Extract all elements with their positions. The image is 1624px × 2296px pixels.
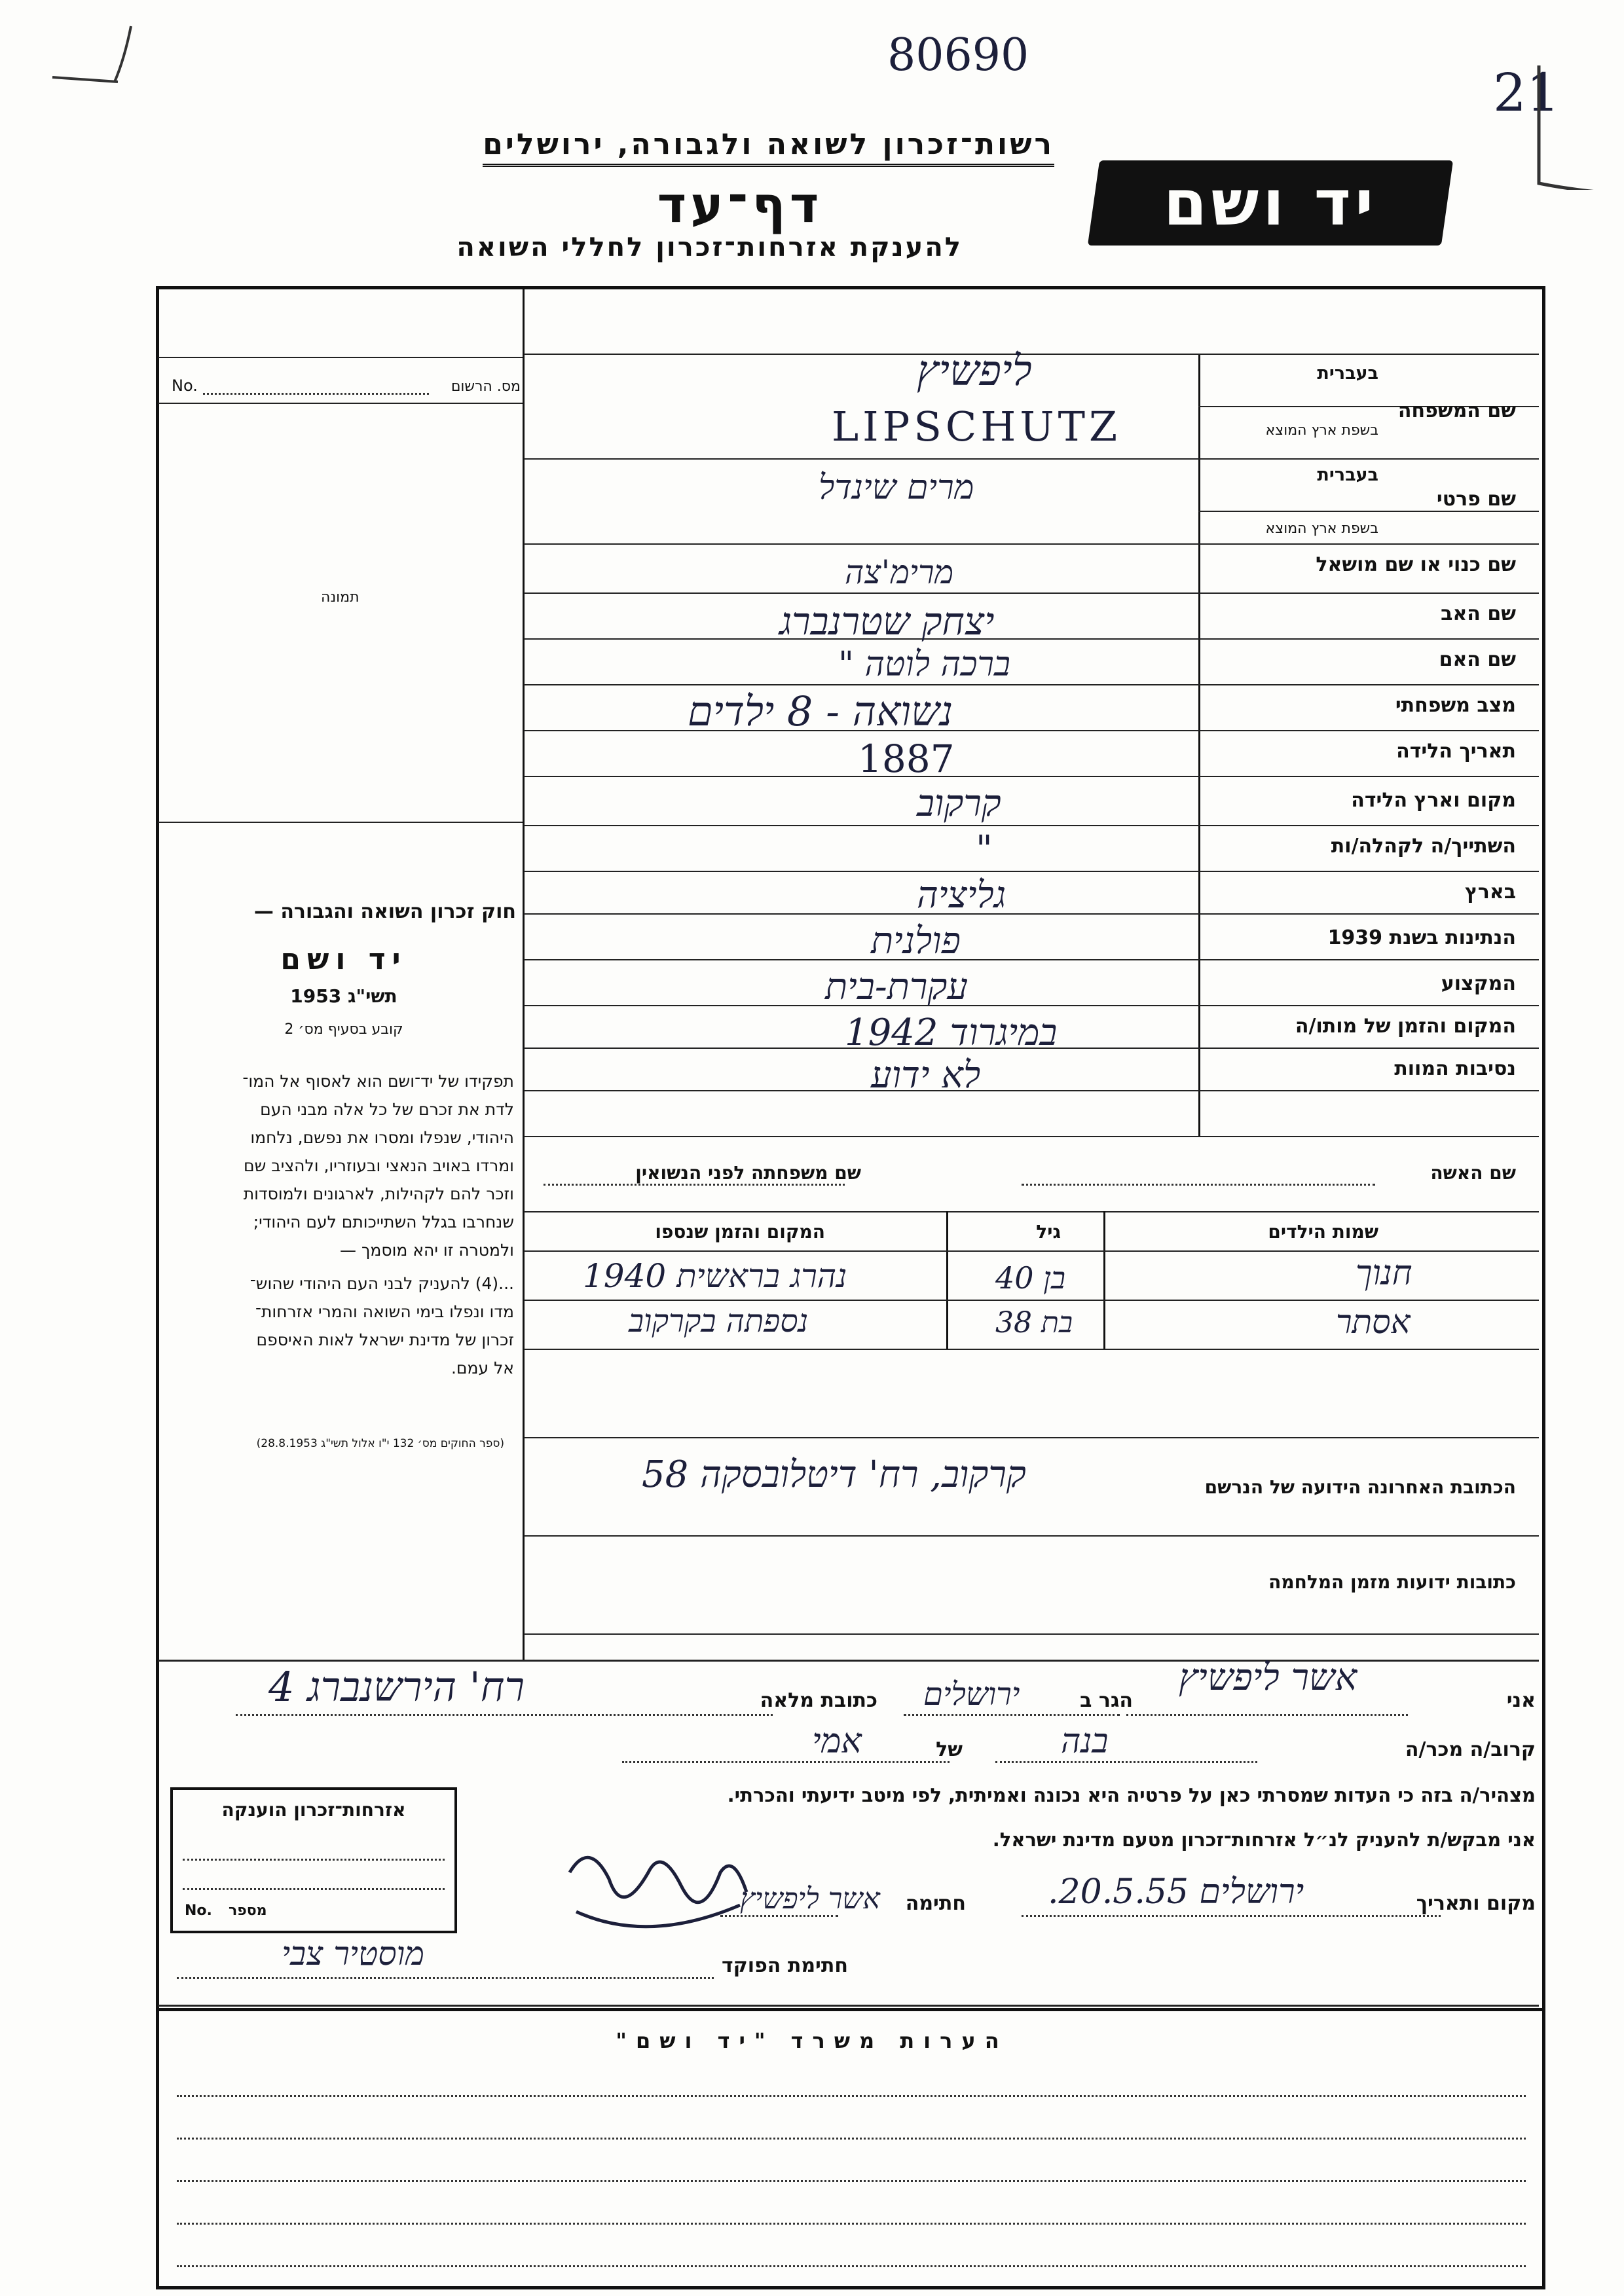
value-surname-hebrew[interactable]: ליפשיץ (917, 347, 1032, 395)
corner-line-icon (1526, 59, 1617, 190)
row-line (524, 1300, 1539, 1301)
value-community[interactable]: " (976, 828, 993, 871)
grant-line[interactable] (183, 1859, 445, 1861)
row-line (524, 1090, 1539, 1091)
value-birthplace[interactable]: קרקוב (917, 782, 1001, 825)
officer-field[interactable] (177, 1977, 714, 1979)
notes-top-line (158, 2005, 1539, 2007)
grant-number-label: מספר (229, 1903, 267, 1919)
row-line (524, 959, 1539, 960)
law-line: ולמטרה זו יהא מוסמך — (340, 1241, 514, 1260)
grant-box-title: אזרחות־זכרון הוענקה (221, 1799, 406, 1821)
children-col-age: גיל (1036, 1221, 1061, 1243)
place-date-field[interactable] (1022, 1915, 1441, 1917)
of-value[interactable]: אמי (812, 1722, 862, 1761)
signature-scribble-icon (550, 1833, 766, 1958)
row-line (524, 684, 1539, 685)
declarant-address[interactable]: רח' הירשנברג 4 (268, 1663, 525, 1711)
row-line (524, 1250, 1539, 1252)
field-label-surname: שם המשפחה (1397, 399, 1516, 422)
place-date-value[interactable]: ירושלים 20.5.55. (1048, 1872, 1304, 1912)
field-label-birthplace: מקום וארץ הלידה (1351, 789, 1516, 812)
law-line: שנחרבו בגלל השתייכותם לעם היהודי; (253, 1212, 514, 1231)
check-mark-icon (46, 20, 138, 92)
wife-field[interactable] (1022, 1184, 1375, 1186)
declarant-name[interactable]: אשר ליפשיץ (1179, 1656, 1357, 1699)
officer-value[interactable]: מוסטיר צבי (282, 1935, 425, 1973)
notes-line[interactable] (177, 2095, 1526, 2097)
stamp-number: 80690 (887, 29, 1029, 81)
field-label-father: שם האב (1441, 602, 1516, 625)
law-line: לדת את זכרם של כל אלה מבני העם (260, 1100, 514, 1119)
law-line: ומרדו באויב הנאצי ובעוזריו, ולהציב שם (244, 1156, 514, 1175)
office-notes-title: הערות משרד "יד ושם" (616, 2028, 1008, 2053)
full-address-field[interactable] (236, 1714, 773, 1716)
declarant-name-field[interactable] (1126, 1714, 1408, 1716)
row-line (524, 458, 1539, 460)
full-address-label: כתובת מלאה (760, 1689, 877, 1712)
law-line: זכרון של מדינת ישראל לאות האיספם (256, 1330, 514, 1349)
children-col-divider (1103, 1211, 1105, 1349)
value-mother[interactable]: ברכה לוטה " (838, 645, 1010, 684)
field-label-marital: מצב משפחתי (1395, 694, 1516, 717)
grant-line[interactable] (183, 1888, 445, 1890)
field-sub-origin: בשפת ארץ המוצא (1265, 422, 1378, 439)
value-citizenship[interactable]: פולנית (871, 920, 961, 962)
notes-line[interactable] (177, 2265, 1526, 2267)
law-clause: קובע בסעיף מס׳ 2 (284, 1021, 403, 1038)
reg-row-top (158, 357, 523, 358)
child-place[interactable]: נספתה בקרקוב (629, 1303, 809, 1339)
request-text: אני מבקש/ת להעניק לנ״ל אזרחות־זכרון מטעם מדינת ישראל. (992, 1829, 1536, 1851)
row-line (524, 1211, 1539, 1212)
reg-no-label: No. (172, 376, 198, 395)
form-subtitle: להענקת אזרחות־זכרון לחללי השואה (456, 232, 963, 263)
notes-line[interactable] (177, 2138, 1526, 2140)
signature-label: חתימה (905, 1892, 966, 1915)
law-year: תשי"ג 1953 (290, 985, 397, 1007)
notes-line[interactable] (177, 2223, 1526, 2225)
value-birthdate[interactable]: 1887 (858, 737, 955, 781)
field-label-community: השתייך/ה לקהלה/ות (1331, 835, 1516, 858)
child-name[interactable]: חנוך (1356, 1254, 1412, 1293)
field-label-birthdate: תאריך הלידה (1396, 740, 1516, 763)
declarant-city[interactable]: ירושלים (923, 1676, 1020, 1713)
grant-box (170, 1787, 457, 1933)
row-line (524, 1349, 1539, 1350)
reg-number-field[interactable] (203, 393, 429, 395)
law-line: וזכר להם לקהילות, לארגונים ולמוסדות (243, 1184, 514, 1203)
relation-label: קרוב/ה מכר/ה (1405, 1738, 1536, 1761)
row-line (524, 1005, 1539, 1006)
row-line (524, 592, 1539, 594)
last-address-label: הכתובת האחרונה הידועה של הנרשם (1204, 1476, 1516, 1498)
field-label-nickname: שם כנוי או שם מושאל (1316, 553, 1516, 576)
yad-vashem-logo (1088, 160, 1453, 246)
war-address-label: כתובות ידועות מזמן המלחמה (1268, 1571, 1516, 1593)
field-label-citizenship: הנתינות בשנת 1939 (1327, 926, 1516, 949)
reg-row-bottom (158, 403, 523, 404)
children-col-divider (946, 1211, 948, 1349)
law-line: ...(4) להעניק לבני העם היהודי שהוש־ (249, 1274, 514, 1293)
children-col-place: המקום והזמן שנספו (655, 1221, 825, 1243)
value-death-cause[interactable]: לא ידוע (871, 1054, 981, 1097)
value-father[interactable]: יצחק שטרנברג (779, 599, 995, 644)
authority-title: רשות־זכרון לשואה ולגבורה, ירושלים (483, 128, 1054, 167)
row-line (524, 1136, 1539, 1137)
of-field[interactable] (622, 1761, 950, 1763)
value-surname-latin[interactable]: LIPSCHUTZ (832, 403, 1122, 450)
child-age[interactable]: בת 38 (995, 1306, 1073, 1339)
notes-line[interactable] (177, 2180, 1526, 2182)
child-age[interactable]: בן 40 (995, 1260, 1066, 1296)
row-line (524, 913, 1539, 915)
row-line (1198, 511, 1539, 512)
row-line (524, 825, 1539, 826)
row-line (524, 638, 1539, 640)
grant-no-label: No. (185, 1903, 212, 1919)
field-label-country: בארץ (1464, 881, 1516, 903)
logo-text: יד ושם (1163, 166, 1378, 240)
value-profession[interactable]: עקרת-בית (825, 966, 969, 1008)
value-nickname[interactable]: מרימ'צה (845, 553, 954, 591)
row-line (524, 543, 1539, 545)
field-label-mother: שם האם (1439, 648, 1516, 671)
declarant-relation[interactable]: בנה (1061, 1722, 1109, 1761)
value-country[interactable]: גליציה (917, 874, 1006, 917)
declarant-i-label: אני (1506, 1689, 1536, 1712)
field-label-profession: המקצוע (1441, 972, 1516, 995)
law-text (174, 1067, 514, 1382)
of-label: של (936, 1738, 963, 1761)
field-sub-hebrew: בעברית (1317, 363, 1378, 384)
wife-maiden-field[interactable] (544, 1184, 845, 1186)
law-line: מדו ונפלו בימי השואה והמרי אזרחות־ (255, 1302, 514, 1321)
row-line (524, 730, 1539, 731)
wife-label: שם האשה (1430, 1162, 1516, 1184)
value-marital[interactable]: נשואה - 8 ילדים (688, 687, 953, 735)
field-sub-origin: בשפת ארץ המוצא (1265, 520, 1378, 537)
row-line (524, 1535, 1539, 1537)
law-name: יד ושם (280, 943, 407, 976)
resident-label: הגר ב (1080, 1689, 1133, 1712)
children-col-names: שמות הילדים (1268, 1221, 1378, 1243)
law-line: אל עמם. (451, 1358, 514, 1377)
law-line: היהודי, שנפלו ומסרו את נפשם, נלחמו (250, 1128, 514, 1147)
row-line (524, 871, 1539, 872)
field-sub-hebrew: בעברית (1317, 465, 1378, 485)
value-death-place[interactable]: במיגרוד 1942 (845, 1011, 1058, 1054)
law-title: חוק זכרון השואה והגבורה — (253, 900, 516, 923)
city-field[interactable] (904, 1714, 1120, 1716)
field-label-death-cause: נסיבות המוות (1394, 1057, 1516, 1080)
value-firstname[interactable]: מרים שינדל (819, 468, 974, 507)
form-title: דף־עד (657, 175, 823, 234)
declaration-text: מצהיר/ה בזה כי העדות שמסרתי כאן על פרטיה היא נכונה ואמיתית, לפי מיטב ידיעתי והכרתי. (727, 1784, 1536, 1806)
row-line (524, 776, 1539, 777)
law-line: תפקידו של יד־ושם הוא לאסוף אל המו־ (242, 1072, 514, 1091)
photo-bottom (158, 822, 523, 823)
signature-name[interactable]: אשר ליפשיץ (740, 1882, 880, 1916)
child-place[interactable]: נהרג בראשית 1940 (583, 1257, 847, 1295)
field-label-death-place: המקום והזמן של מותו/ה (1295, 1015, 1516, 1038)
label-column-divider (1198, 354, 1200, 1136)
officer-label: חתימת הפוקד (722, 1954, 848, 1977)
field-label-firstname: שם פרטי (1436, 488, 1516, 511)
photo-label: תמונה (321, 589, 360, 606)
row-line (524, 1633, 1539, 1635)
place-date-label: מקום ותאריך (1416, 1892, 1536, 1915)
last-address-value[interactable]: קרקוב, רח' דיטלובסקה 58 (642, 1453, 1026, 1496)
left-column-divider (523, 288, 525, 1660)
child-name[interactable]: אסתר (1336, 1303, 1411, 1341)
row-line (524, 1437, 1539, 1438)
law-reference: (ספר החוקים מס׳ 132 י"ו אלול תשי"ג 28.8.1953) (256, 1437, 504, 1450)
relation-field[interactable] (995, 1761, 1257, 1763)
wife-maiden-label: שם משפחתה לפני הנשואין (635, 1162, 861, 1184)
corner-mark: 21 (1493, 62, 1560, 123)
reg-number-label: מס. הרשום (451, 378, 521, 395)
